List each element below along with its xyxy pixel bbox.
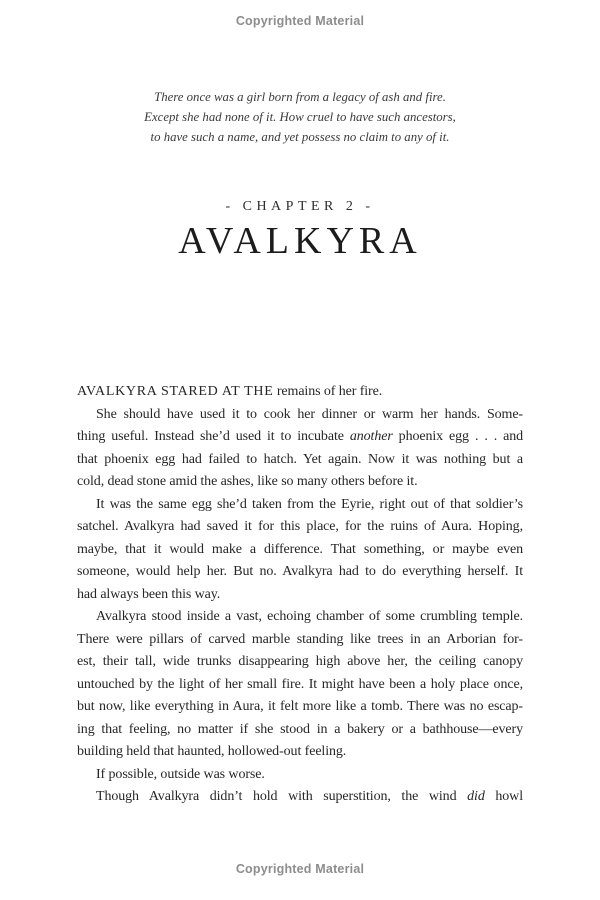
epigraph-line: to have such a name, and yet possess no claim to any of it. bbox=[150, 130, 450, 144]
body-line: She should have used it to cook her dinner or warm her hands. Some- bbox=[96, 406, 523, 422]
body-line: someone, would help her. But no. Avalkyra had to do everything herself. It bbox=[77, 564, 523, 579]
body-line: but now, like everything in Aura, it felt more like a tomb. There was no escap- bbox=[77, 699, 523, 714]
body-line: It was the same egg she’d taken from the Eyrie, right out of that soldier’s bbox=[96, 496, 523, 512]
body-line: est, their tall, wide trunks disappearing high above her, the ceiling canopy bbox=[77, 654, 523, 669]
chapter-title: AVALKYRA bbox=[178, 220, 422, 262]
chapter-number-label: - CHAPTER 2 - bbox=[225, 199, 375, 214]
body-line: untouched by the light of her small fire. It might have been a holy place once, bbox=[77, 676, 523, 692]
copyright-notice-bottom: Copyrighted Material bbox=[235, 862, 365, 876]
body-line: maybe, that it would make a difference. That something, or maybe even bbox=[77, 541, 523, 557]
epigraph-line: There once was a girl born from a legacy of ash and fire. bbox=[154, 90, 446, 104]
body-line: had always been this way. bbox=[77, 586, 221, 602]
body-line: building held that haunted, hollowed-out feeling. bbox=[77, 744, 347, 759]
body-line: There were pillars of carved marble standing like trees in an Arborian for- bbox=[77, 631, 523, 647]
body-line: that phoenix egg had failed to hatch. Yet again. Now it was nothing but a bbox=[77, 451, 523, 467]
epigraph-line: Except she had none of it. How cruel to have such ancestors, bbox=[144, 110, 456, 124]
body-line: ing that feeling, no matter if she stood in a bakery or a bathhouse—every bbox=[77, 721, 523, 737]
body-line: AVALKYRA STARED AT THE remains of her fire. bbox=[77, 384, 383, 399]
epigraph bbox=[0, 87, 600, 147]
copyright-notice-top: Copyrighted Material bbox=[235, 14, 365, 28]
body-line: satchel. Avalkyra had saved it for this place, for the ruins of Aura. Hoping, bbox=[77, 519, 523, 534]
body-line: cold, dead stone amid the ashes, like so many others before it. bbox=[77, 474, 418, 489]
body-line: thing useful. Instead she’d used it to incubate another phoenix egg . . . and bbox=[77, 429, 523, 444]
body-text bbox=[77, 381, 523, 809]
lead-in-caps: AVALKYRA STARED AT THE bbox=[77, 384, 274, 399]
body-line: Avalkyra stood inside a vast, echoing chamber of some crumbling temple. bbox=[96, 609, 523, 624]
body-line: If possible, outside was worse. bbox=[96, 766, 265, 782]
body-line: Though Avalkyra didn’t hold with superstition, the wind did howl bbox=[96, 789, 523, 804]
